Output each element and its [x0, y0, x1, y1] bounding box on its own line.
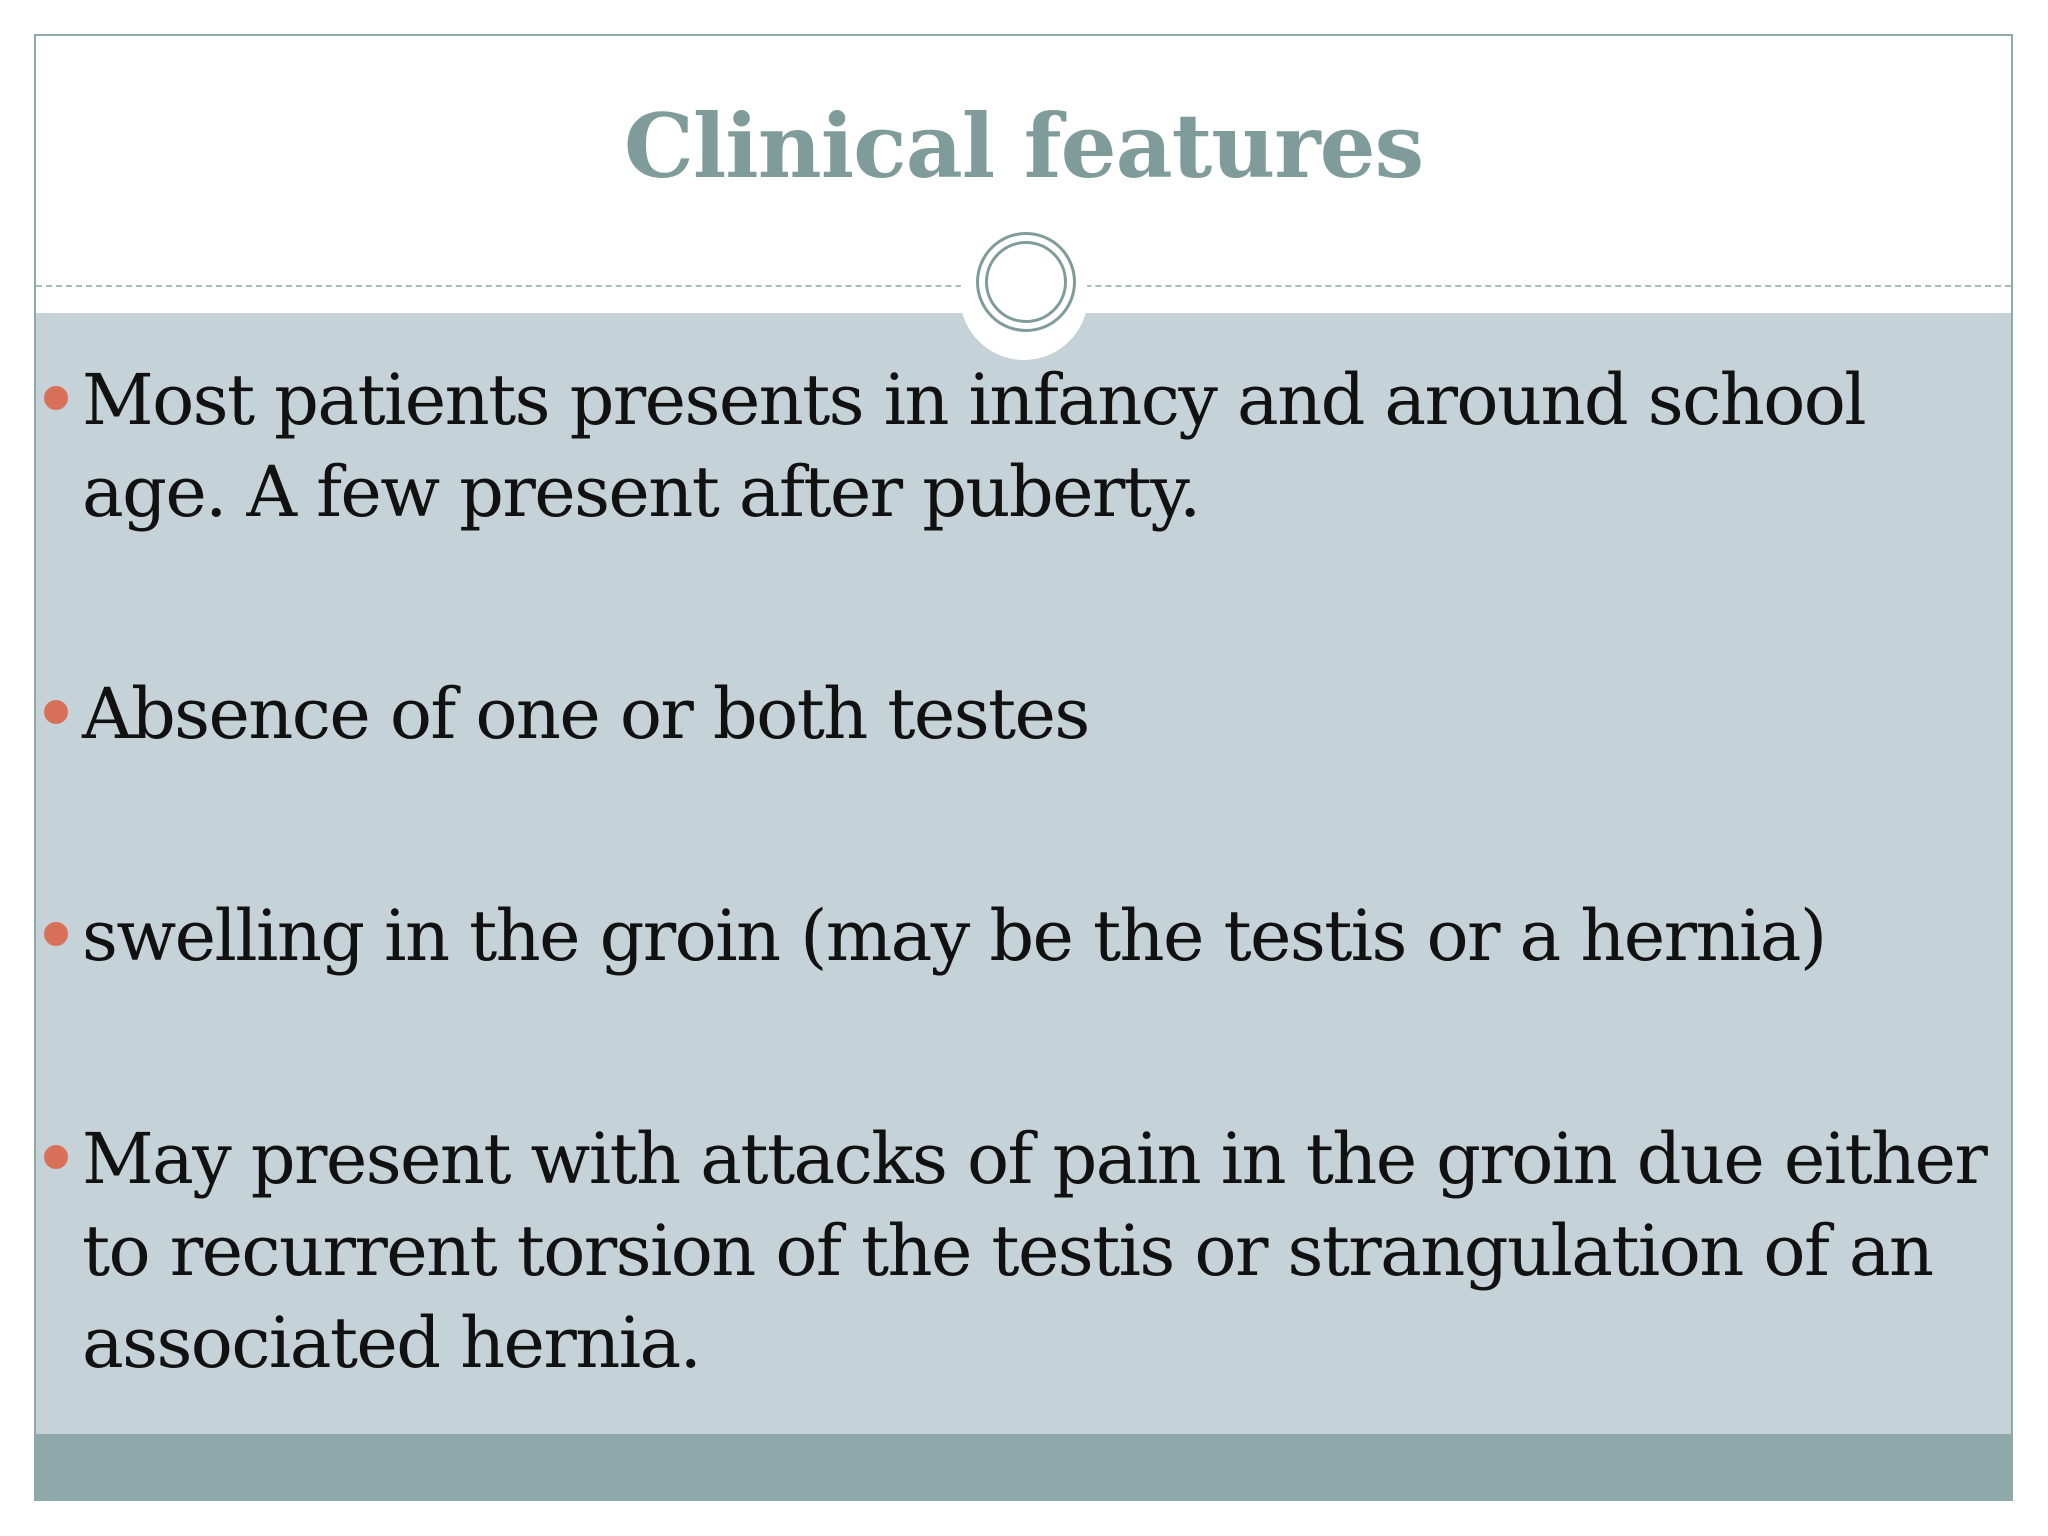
dot-bullet-icon — [44, 922, 68, 946]
slide — [34, 34, 2013, 1501]
list-item — [82, 1113, 2007, 1389]
dot-bullet-icon — [44, 386, 68, 410]
bullet-text: swelling in the groin (may be the testis or a hernia) — [82, 895, 1826, 977]
list-item — [82, 354, 2007, 538]
dot-bullet-icon — [44, 700, 68, 724]
list-item — [82, 668, 2007, 760]
bullet-text: Absence of one or both testes — [82, 673, 1089, 755]
inner-ring-circle-icon — [985, 241, 1067, 323]
slide-title: Clinical features — [623, 94, 1424, 198]
list-item — [82, 890, 2007, 982]
bullet-text: Most patients presents in infancy and around school age. A few present after puberty. — [82, 359, 1866, 533]
footer-bar — [36, 1434, 2011, 1501]
dot-bullet-icon — [44, 1145, 68, 1169]
bullet-text: May present with attacks of pain in the groin due either to recurrent torsion of the testis or strangulation of an associated hernia. — [82, 1118, 1987, 1384]
